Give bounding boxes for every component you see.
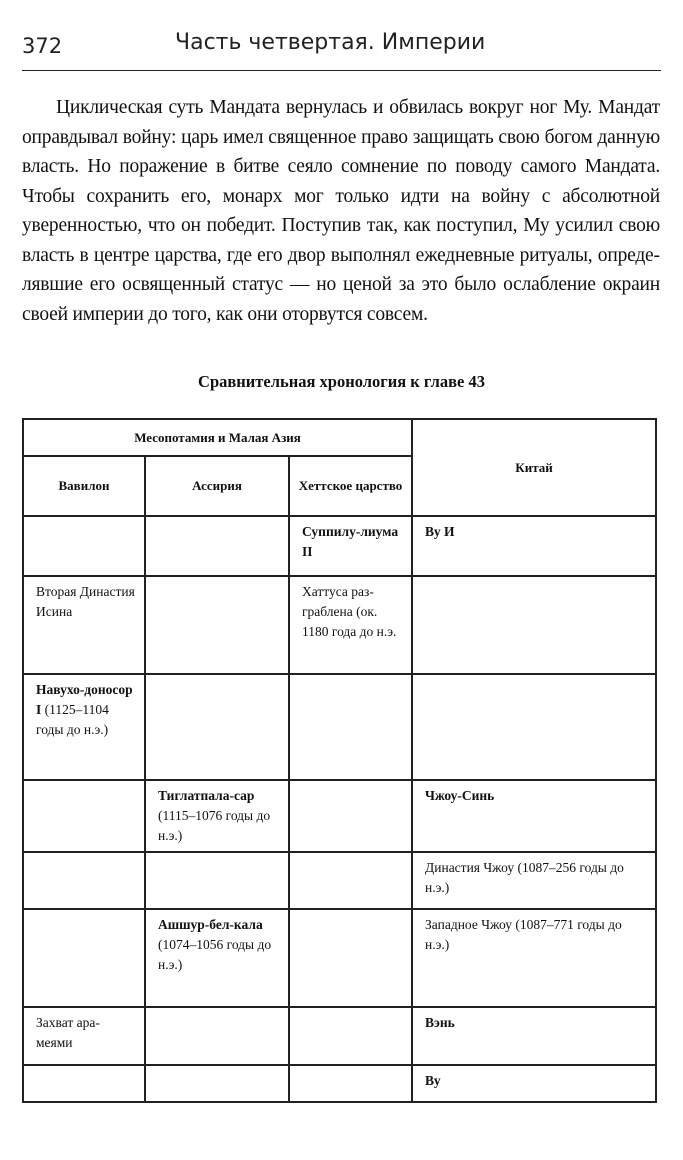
cell-text: (1125–1104 годы до н.э.) [36, 702, 109, 737]
table-row [23, 1007, 656, 1065]
table-cell-hittite [289, 1065, 412, 1102]
cell-text: (1074–1056 годы до н.э.) [158, 937, 272, 972]
header-rule [22, 70, 661, 71]
table-title: Сравнительная хронология к главе 43 [198, 372, 485, 391]
table-cell-china [412, 852, 656, 909]
page-number: 372 [22, 34, 63, 58]
cell-text: Династия Чжоу (1087–256 годы до н.э.) [425, 860, 624, 895]
table-cell-hittite [289, 780, 412, 852]
cell-name: Ву [425, 1073, 441, 1088]
table-cell-china [412, 780, 656, 852]
cell-name: Чжоу-Синь [425, 788, 495, 803]
table-cell-babylon [23, 1007, 145, 1065]
table-cell-assyria [145, 516, 289, 576]
cell-text: Вторая Династия Исина [36, 584, 135, 619]
cell-name: Тиглатпала-сар [158, 788, 255, 803]
cell-name: Навухо-доносор I [36, 682, 133, 717]
table-cell-babylon [23, 1065, 145, 1102]
table-cell-babylon [23, 674, 145, 780]
column-header-babylon: Вавилон [23, 456, 145, 516]
body-text [22, 93, 660, 329]
table-cell-assyria [145, 576, 289, 674]
chronology-table [22, 418, 657, 1103]
table-cell-assyria [145, 780, 289, 852]
table-body [23, 516, 656, 1102]
body-paragraph: Циклическая суть Мандата вернулась и обвилась вокруг ног Му. Мандат оправдывал войну: царь имел священное право защищать свою богом данную власть. Но поражение в битве сеяло сомнение по поводу самого Мандата. Чтобы сохранить его, монарх мог только идти на войну с абсолютной уверенностью, что он победит. Поступив так, как поступил, Му усилил свою власть в центре царства, где его двор выполнял ежедневные ритуалы, определявшие его освященный статус — но ценой за это было ослабление окраин своей империи до того, как они оторвутся совсем. [22, 97, 660, 325]
table-cell-hittite [289, 909, 412, 1007]
table-cell-china [412, 1065, 656, 1102]
table-row [23, 576, 656, 674]
table-cell-china [412, 909, 656, 1007]
cell-text: Западное Чжоу (1087–771 годы до н.э.) [425, 917, 622, 952]
table-cell-assyria [145, 909, 289, 1007]
running-head: Часть четвертая. Империи [175, 30, 486, 55]
table-row [23, 516, 656, 576]
table-cell-china [412, 576, 656, 674]
cell-text: Хаттуса раз-граблена (ок. 1180 года до н.э. [302, 584, 397, 639]
table-cell-assyria [145, 1065, 289, 1102]
table-cell-assyria [145, 1007, 289, 1065]
table-row [23, 852, 656, 909]
table-cell-hittite [289, 674, 412, 780]
table-row [23, 780, 656, 852]
table-row [23, 674, 656, 780]
cell-text: (1115–1076 годы до н.э.) [158, 808, 271, 843]
table-cell-babylon [23, 516, 145, 576]
cell-name: Ву И [425, 524, 455, 539]
table-cell-hittite [289, 852, 412, 909]
column-header-hittite: Хеттское царство [289, 456, 412, 516]
table-row [23, 1065, 656, 1102]
table-cell-babylon [23, 909, 145, 1007]
table-cell-assyria [145, 852, 289, 909]
group-header: Месопотамия и Малая Азия [23, 419, 412, 456]
cell-name: Вэнь [425, 1015, 455, 1030]
cell-text: Захват ара-меями [36, 1015, 100, 1050]
table-cell-assyria [145, 674, 289, 780]
table-cell-china [412, 1007, 656, 1065]
table-cell-china [412, 674, 656, 780]
cell-name: Ашшур-бел-кала [158, 917, 263, 932]
table-cell-hittite [289, 516, 412, 576]
cell-name: Суппилу-лиума II [302, 524, 399, 559]
column-header-china: Китай [412, 419, 656, 516]
table-row [23, 909, 656, 1007]
column-header-assyria: Ассирия [145, 456, 289, 516]
table-cell-china [412, 516, 656, 576]
table-cell-hittite [289, 1007, 412, 1065]
table-cell-babylon [23, 852, 145, 909]
table-cell-babylon [23, 780, 145, 852]
table-cell-hittite [289, 576, 412, 674]
table-cell-babylon [23, 576, 145, 674]
